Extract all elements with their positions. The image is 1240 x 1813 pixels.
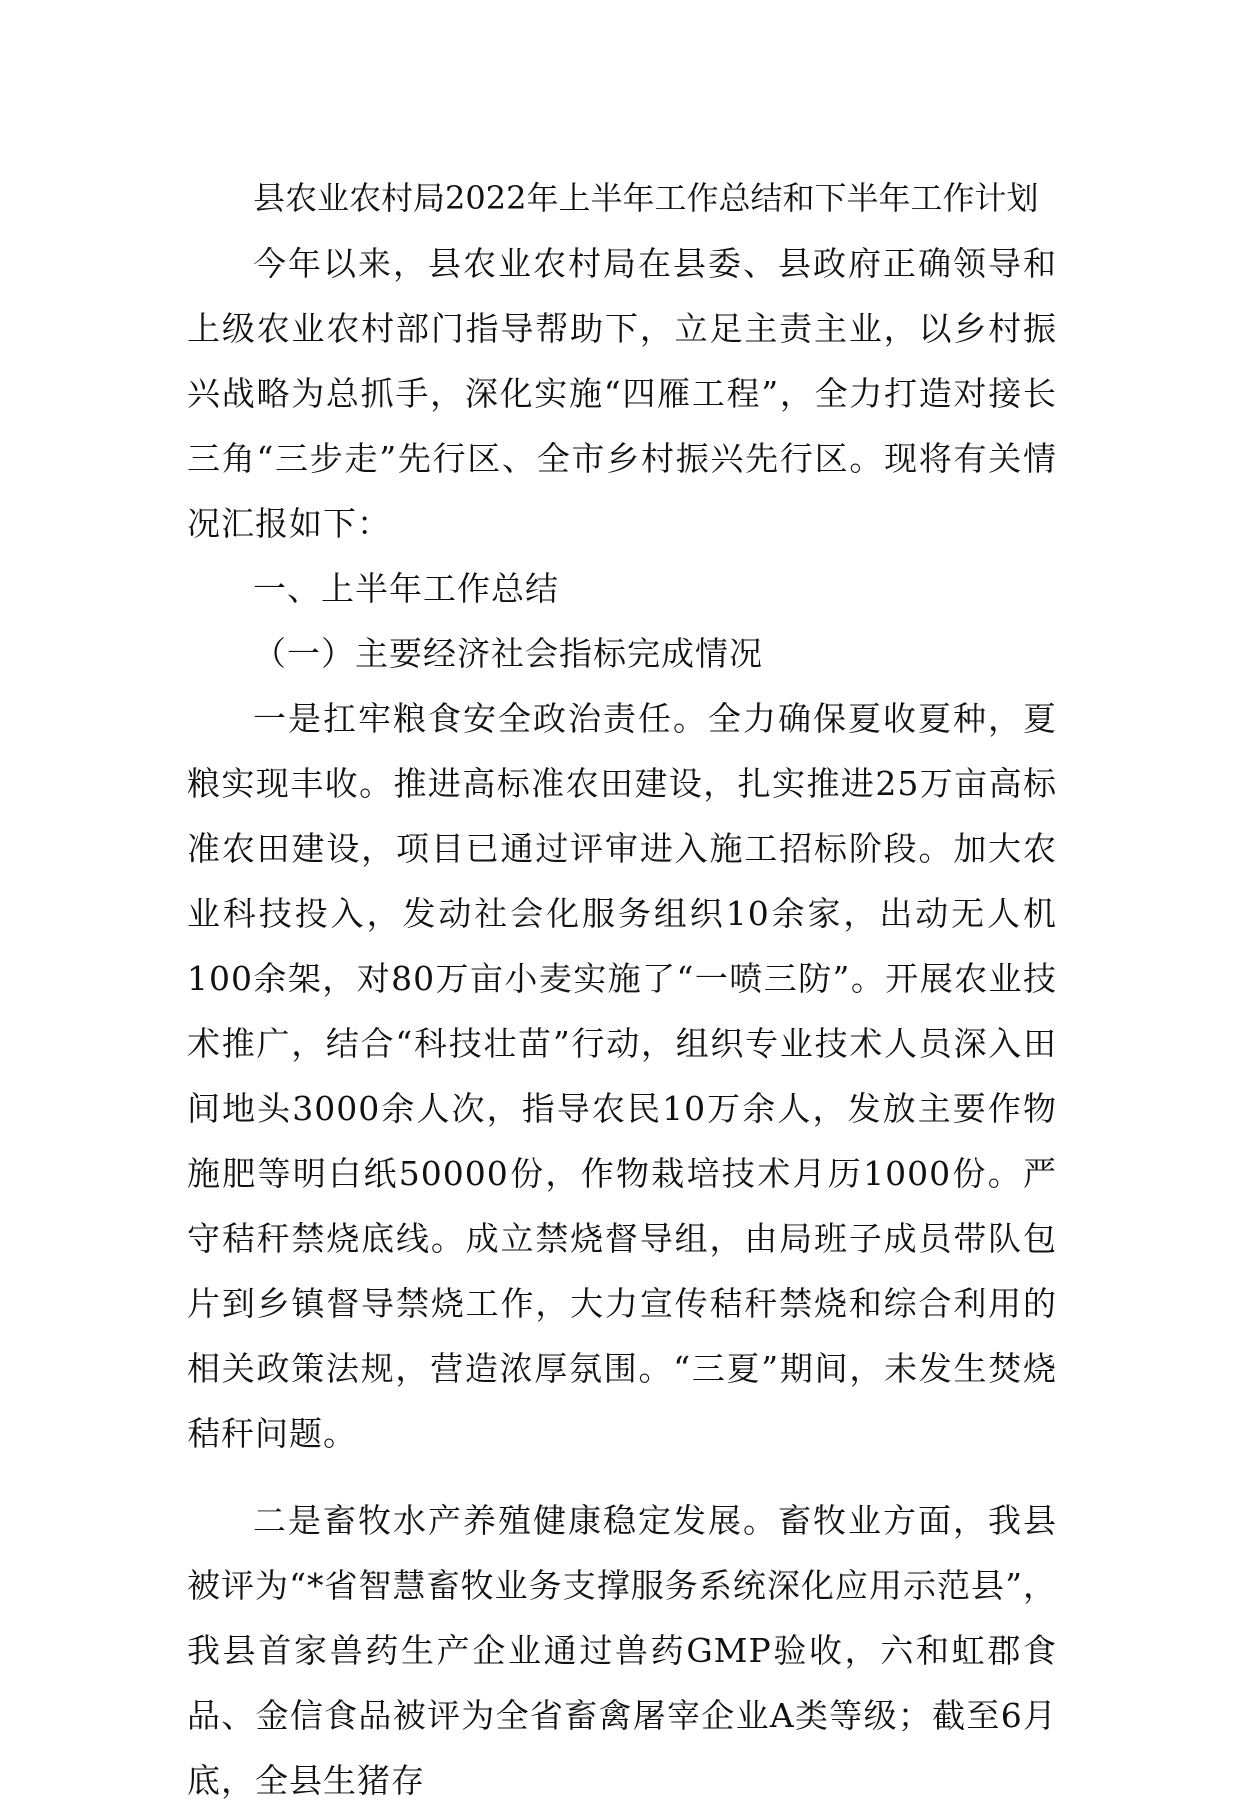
subsection-heading: （一）主要经济社会指标完成情况 [253, 634, 763, 673]
intro-paragraph: 今年以来，县农业农村局在县委、县政府正确领导和上级农业农村部门指导帮助下，立足主责主业，以乡村振兴战略为总抓手，深化实施“四雁工程”，全力打造对接长三角“三步走”先行区、全市乡村振兴先行区。现将有关情况汇报如下： [187, 244, 1057, 543]
body-paragraph-livestock: 二是畜牧水产养殖健康稳定发展。畜牧业方面，我县被评为“*省智慧畜牧业务支撑服务系统深化应用示范县”，我县首家兽药生产企业通过兽药GMP验收，六和虹郡食品、金信食品被评为全省畜禽屠宰企业A类等级；截至6月底，全县生猪存 [187, 1501, 1057, 1800]
section-heading: 一、上半年工作总结 [253, 569, 559, 608]
document-title: 县农业农村局2022年上半年工作总结和下半年工作计划 [253, 179, 1039, 217]
body-paragraph-grain-security: 一是扛牢粮食安全政治责任。全力确保夏收夏种，夏粮实现丰收。推进高标准农田建设，扎实推进25万亩高标准农田建设，项目已通过评审进入施工招标阶段。加大农业科技投入，发动社会化服务组织10余家，出动无人机100余架，对80万亩小麦实施了“一喷三防”。开展农业技术推广，结合“科技壮苗”行动，组织专业技术人员深入田间地头3000余人次，指导农民10万余人，发放主要作物施肥等明白纸50000份，作物栽培技术月历1000份。严守秸秆禁烧底线。成立禁烧督导组，由局班子成员带队包片到乡镇督导禁烧工作，大力宣传秸秆禁烧和综合利用的相关政策法规，营造浓厚氛围。“三夏”期间，未发生焚烧秸秆问题。 [187, 699, 1057, 1453]
document-body [187, 166, 1057, 1813]
